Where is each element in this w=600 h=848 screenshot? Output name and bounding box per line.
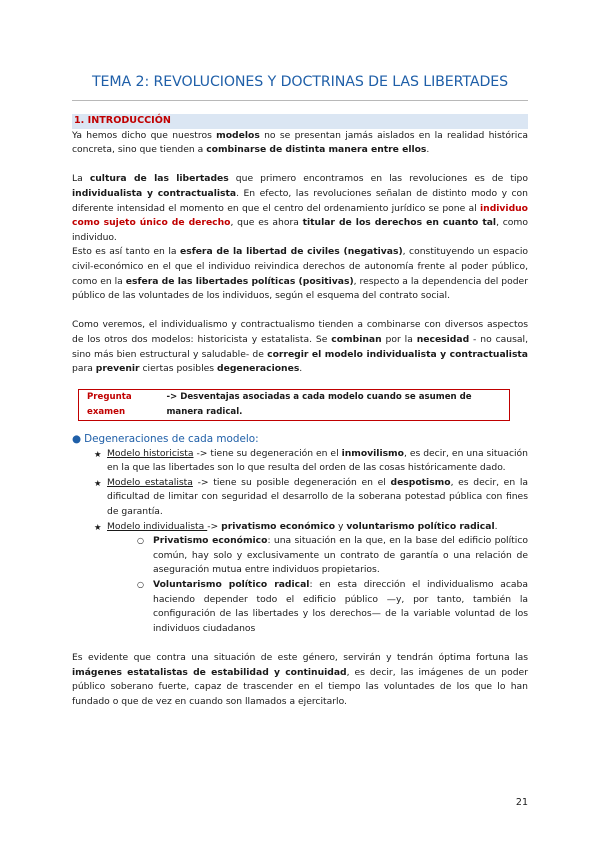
text-run: por la <box>381 333 417 345</box>
list-item-historicista <box>94 447 528 476</box>
text-run: . <box>494 520 498 532</box>
text-run: -> tiene su posible degeneración en el <box>192 476 391 488</box>
text-run: , constituyendo un espacio civil-económico en el que el individuo reivindica derechos de autonomía frente al poder público, como en la <box>72 246 528 287</box>
text-run: . <box>299 363 303 375</box>
text-run: : en esta dirección el individualismo acaba haciendo depender todo el edificio público —y, por tanto, también la configuración de las libertades y los derechos— de la variable voluntad de los individuos ciudadanos <box>153 579 528 634</box>
sublist-item-voluntarismo <box>137 578 528 636</box>
intro-paragraph-4 <box>72 318 528 376</box>
bold-run: cultura de las libertades <box>89 173 229 185</box>
closing-paragraph <box>72 651 528 709</box>
bold-run: imágenes estatalistas de estabilidad y continuidad <box>72 666 347 678</box>
text-run: ciertas posibles <box>139 363 218 375</box>
circle-bullet-icon: ○ <box>137 536 144 546</box>
text-run: , es decir, en una situación en la que las libertades son lo que resulta del orden de las cosas históricamente dado. <box>107 447 528 474</box>
text-run: Ya hemos dicho que nuestros <box>72 129 217 141</box>
text-run: . <box>426 144 430 156</box>
bold-run: individualista y contractualista <box>72 187 237 199</box>
bold-run: Voluntarismo político radical <box>153 579 310 591</box>
individualista-sublist <box>137 534 528 636</box>
circle-bullet-icon: ○ <box>137 580 144 590</box>
bullet-dot-icon: ● <box>72 432 82 445</box>
paragraph-gap <box>72 304 528 319</box>
degeneraciones-heading-text: Degeneraciones de cada modelo: <box>84 432 259 445</box>
paragraph-gap <box>72 158 528 173</box>
text-run: , respecto a la dependencia del poder público de las voluntades de los individuos, según el esquema del contrato social. <box>72 275 528 302</box>
model-name: Modelo individualista <box>107 520 208 532</box>
title-divider <box>72 100 528 101</box>
text-run: Esto es así tanto en la <box>72 246 180 258</box>
bold-run: voluntarismo político radical <box>346 520 495 532</box>
bold-run: prevenir <box>95 363 140 375</box>
star-bullet-icon: ★ <box>94 521 102 532</box>
text-run: , como individuo. <box>72 217 528 243</box>
text-run: , es decir, en la dificultad de limitar con seguridad el desarrollo de la soberana potestad pública con fines de garantía. <box>107 476 528 518</box>
text-run: , es decir, las imágenes de un poder público soberano fuerte, capaz de trascender en el tiempo las voluntades de los que lo han fundado o que de vez en cuando son llamados a ejercitarlo. <box>72 666 528 707</box>
star-bullet-icon: ★ <box>94 448 102 459</box>
bold-run: corregir el modelo individualista y contractualista <box>267 348 529 360</box>
degeneraciones-heading <box>72 432 528 447</box>
bold-run: necesidad <box>416 333 470 345</box>
text-run: -> <box>207 520 222 532</box>
text-run: no se presentan jamás aislados en la realidad histórica concreta, sino que tienden a <box>72 129 528 156</box>
bold-run: esfera de las libertades políticas (positivas) <box>125 275 354 287</box>
degeneraciones-list <box>94 447 528 637</box>
intro-paragraph-1 <box>72 129 528 158</box>
highlight-run: individuo como sujeto único de derecho <box>72 202 528 229</box>
text-run: Es evidente que contra una situación de este género, servirán y tendrán óptima fortuna las <box>72 652 528 663</box>
bold-run: esfera de la libertad de civiles (negativas) <box>180 246 403 258</box>
text-run: y <box>335 520 347 532</box>
bold-run: inmovilismo <box>341 447 404 459</box>
text-run: . En efecto, las revoluciones señalan de distinto modo y con diferente intensidad el momento en que el centro del ordenamiento jurídico se pone al <box>72 187 528 214</box>
list-item-individualista <box>94 520 528 637</box>
paragraph-gap <box>72 636 528 651</box>
bold-run: combinarse de distinta manera entre ellos <box>206 144 427 156</box>
text-run: que primero encontramos en las revoluciones es de tipo <box>228 173 528 185</box>
bold-run: titular de los derechos en cuanto tal <box>302 217 497 229</box>
text-run: Como veremos, el individualismo y contractualismo tienden a combinarse con diversos aspectos de los otros dos modelos: historicista y estatalista. Se <box>72 319 528 345</box>
bold-run: despotismo <box>390 476 451 488</box>
text-run: : una situación en la que, en la base del edificio político común, hay solo y exclusivamente un contrato de garantía o una relación de aseguración mutua entre individuos propietarios. <box>153 535 528 576</box>
intro-paragraph-2 <box>72 172 528 245</box>
bold-run: combinan <box>331 333 382 345</box>
list-item-estatalista <box>94 476 528 520</box>
bold-run: Privatismo económico <box>153 535 268 547</box>
intro-paragraph-3 <box>72 245 528 303</box>
star-bullet-icon: ★ <box>94 477 102 488</box>
text-run: - no causal, sino más bien estructural y saludable- de <box>72 333 528 360</box>
exam-question-text: -> Desventajas asociadas a cada modelo cuando se asumen de manera radical. <box>166 392 472 417</box>
text-run: La <box>72 173 90 185</box>
bold-run: privatismo económico <box>221 520 336 532</box>
bold-run: degeneraciones <box>217 363 300 375</box>
model-name: Modelo historicista <box>107 447 194 459</box>
model-name: Modelo estatalista <box>107 476 193 488</box>
exam-question-box <box>78 389 510 421</box>
bold-run: modelos <box>216 129 260 141</box>
page-content <box>72 114 528 709</box>
page-number: 21 <box>515 797 528 808</box>
exam-question-label: Pregunta examen <box>87 392 132 417</box>
page-title: TEMA 2: REVOLUCIONES Y DOCTRINAS DE LAS LIBERTADES <box>91 74 509 90</box>
text-run: -> tiene su degeneración en el <box>193 447 342 459</box>
text-run: , que es ahora <box>230 217 303 229</box>
text-run: para <box>72 363 96 375</box>
section-heading-introduccion: 1. INTRODUCCIÓN <box>72 114 528 129</box>
sublist-item-privatismo <box>137 534 528 578</box>
